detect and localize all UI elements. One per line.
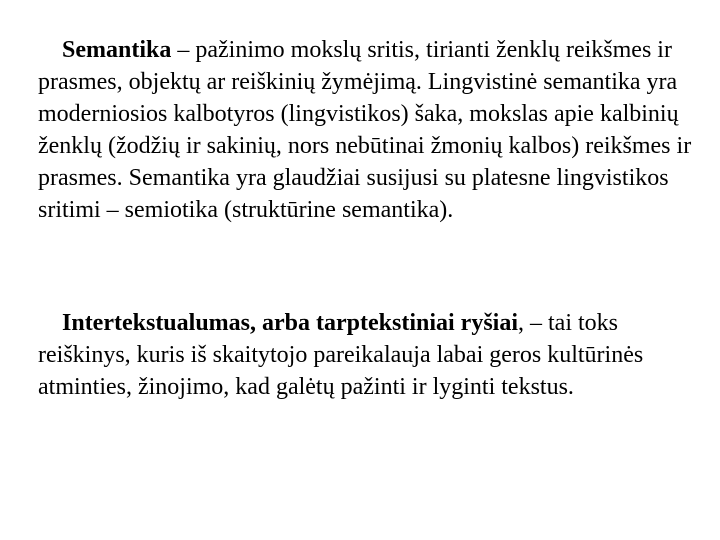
intertekstualumas-definition: , – tai toks reiškinys, kuris iš skaitytojo pareikalauja labai geros kultūrinės atminties, žinojimo, kad galėtų pažinti ir lyginti tekstus. bbox=[38, 310, 644, 400]
intertekstualumas-paragraph bbox=[38, 307, 698, 403]
semantika-paragraph bbox=[38, 34, 698, 226]
semantika-definition: – pažinimo mokslų sritis, tirianti ženklų reikšmes ir prasmes, objektų ar reiškinių žymėjimą. Lingvistinė semantika yra moderniosios kalbotyros (lingvistikos) šaka, mokslas apie kalbinių ženklų (žodžių ir sakinių, nors nebūtinai žmonių kalbos) reikšmes ir prasmes. Semantika yra glaudžiai susijusi su platesne lingvistikos sritimi – semiotika (struktūrine semantika). bbox=[38, 37, 692, 223]
intertekstualumas-term: Intertekstualumas, arba tarptekstiniai ryšiai bbox=[62, 310, 518, 336]
semantika-term: Semantika bbox=[62, 37, 172, 63]
